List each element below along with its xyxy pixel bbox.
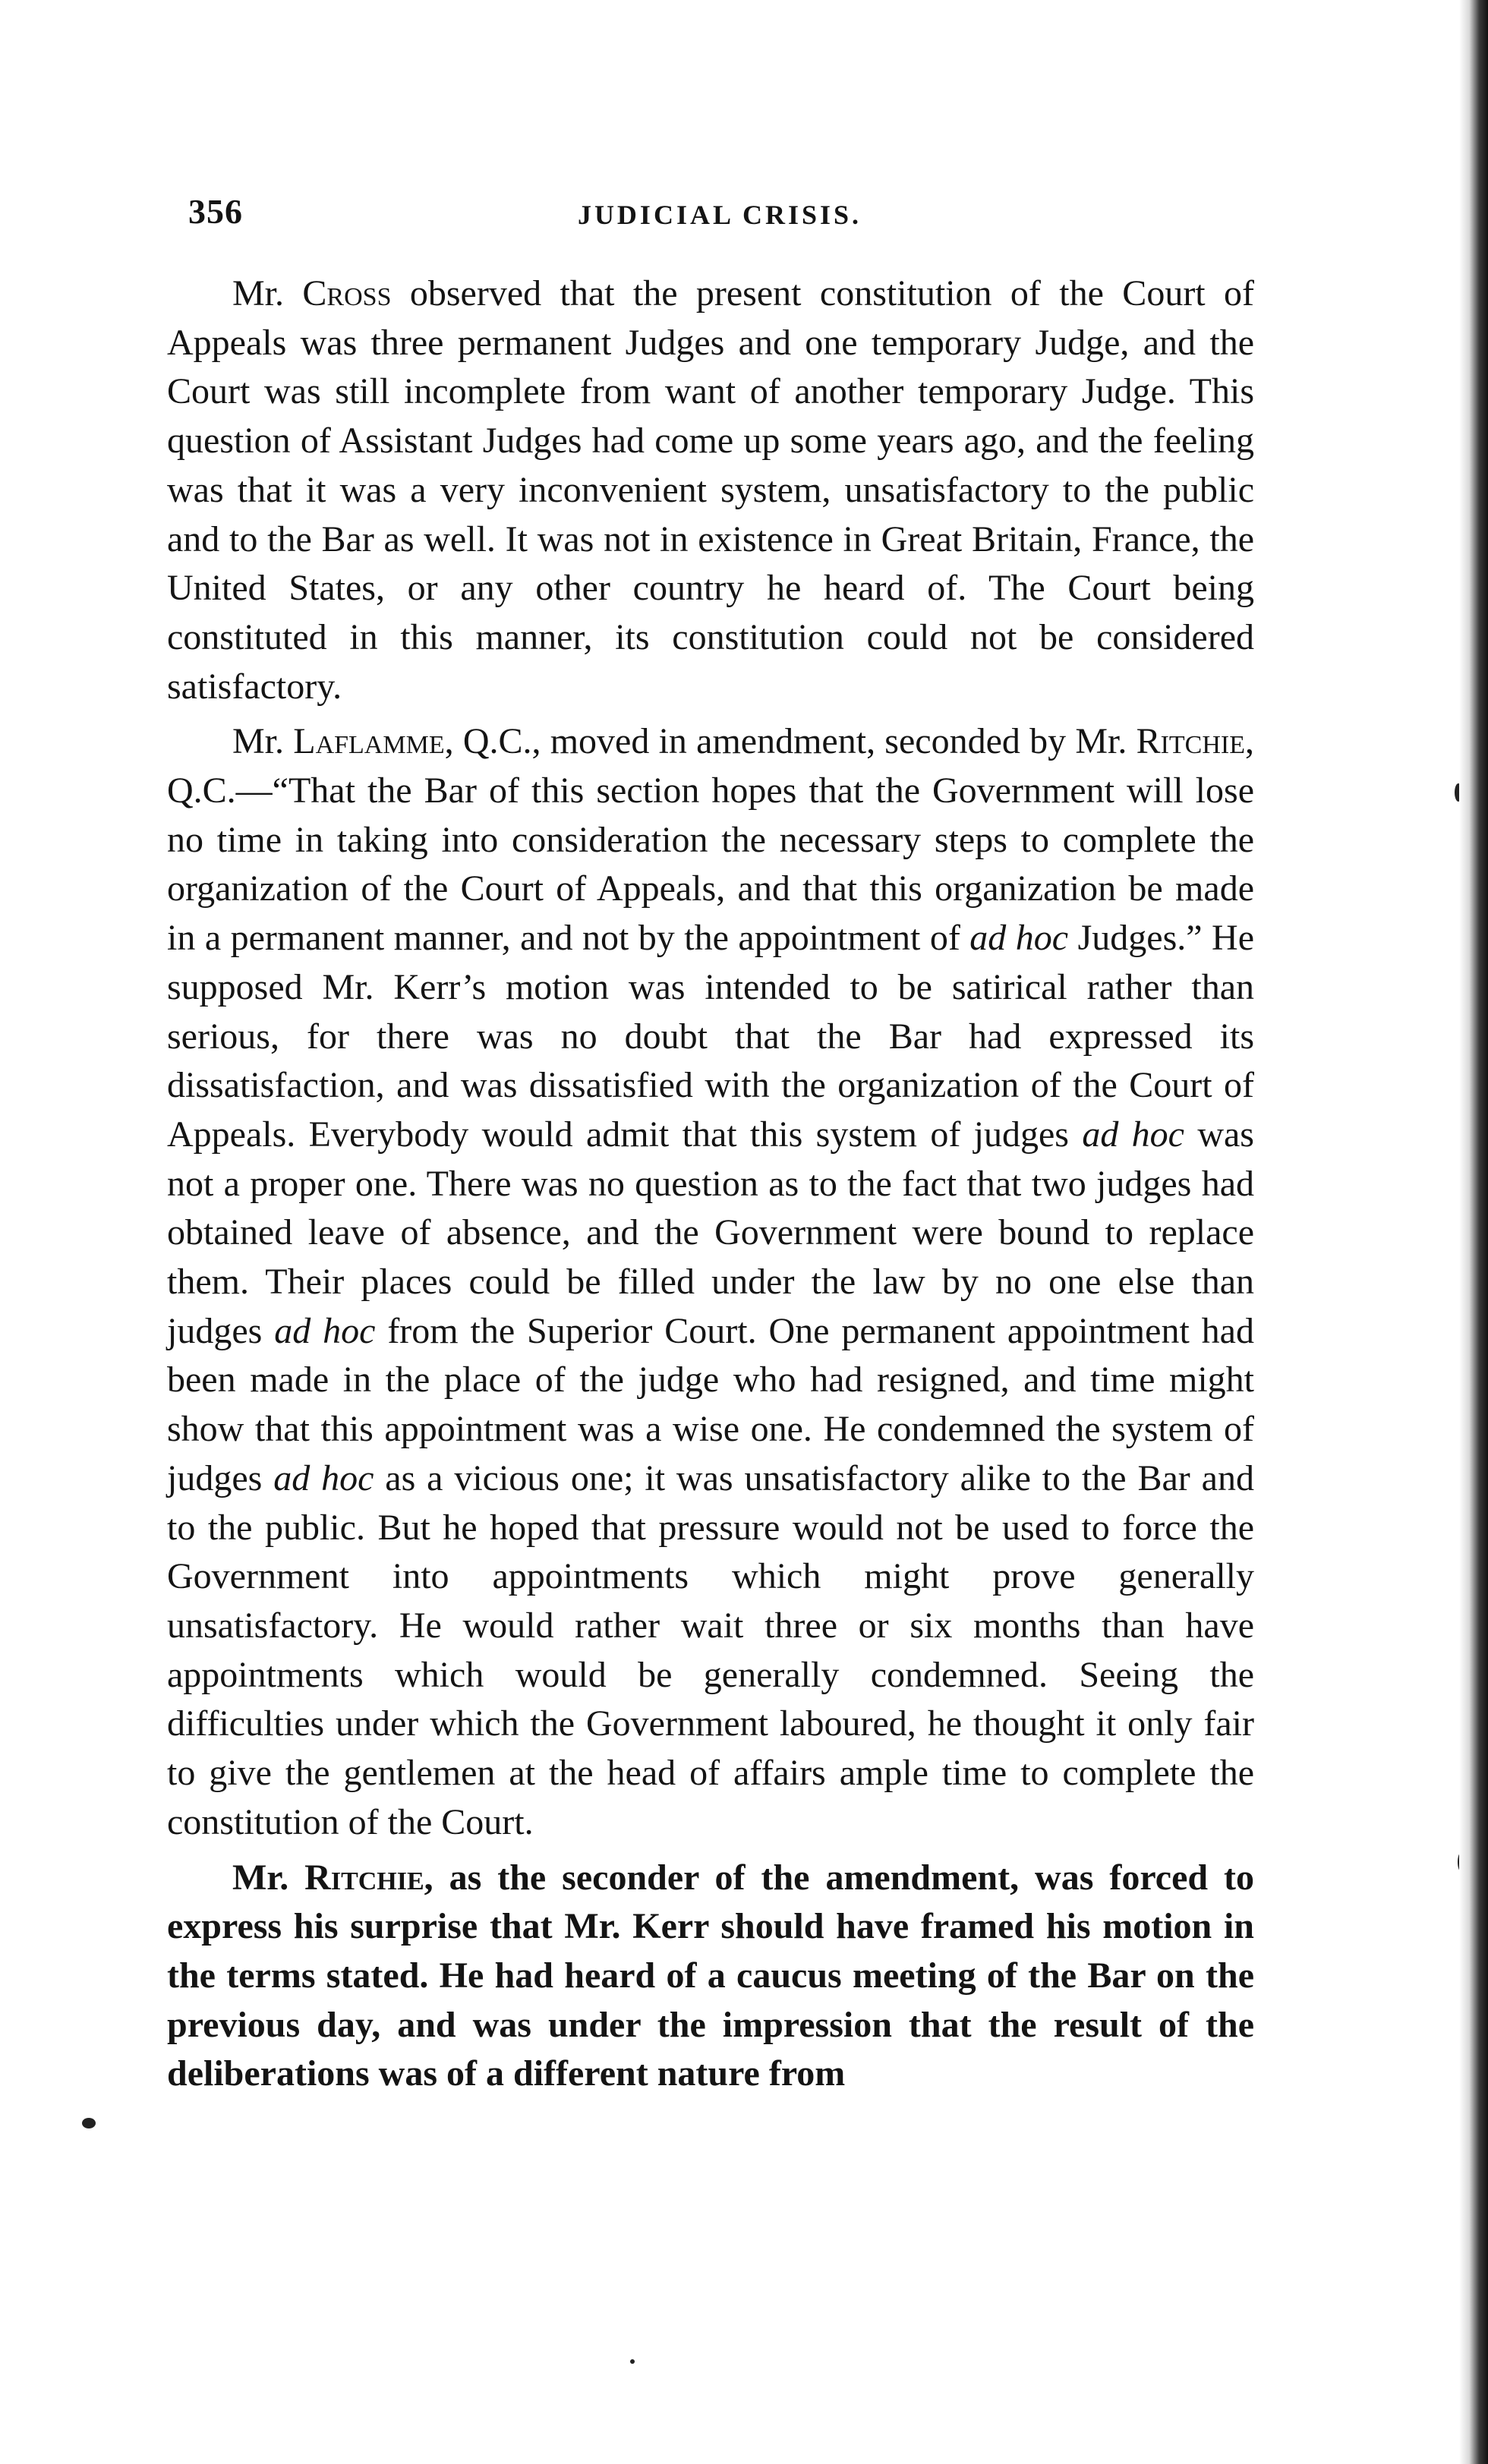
speaker-name-ritchie: Ritchie — [304, 1857, 424, 1898]
margin-speck — [630, 2359, 635, 2364]
latin-phrase: ad hoc — [1082, 1114, 1184, 1155]
paragraph-cross — [167, 269, 1254, 711]
page-number: 356 — [188, 192, 243, 231]
latin-phrase: ad hoc — [273, 1457, 374, 1498]
margin-speck — [82, 2118, 96, 2128]
paragraph-text: observed that the present constitution of the Court of Appeals was three permanent Judges and one temporary Judge, and the Court was still incomplete from want of another temporary Judge. This question of Assistant Judges had come up some years ago, and the feeling was that it was a very inconvenient system, unsatisfactory to the public and to the Bar as well. It was not in existence in Great Britain, France, the United States, or any other country he heard of. The Court being constituted in this manner, its constitution could not be considered satisfactory. — [167, 273, 1255, 707]
latin-phrase: ad hoc — [274, 1310, 376, 1351]
speaker-title: Mr. — [232, 721, 294, 762]
paragraph-text: was not a proper one. There was no question as to the fact that two judges had obtained leave of absence, and the Government were bound to replace them. Their places could be filled under the law by no one else than judges — [167, 1114, 1254, 1351]
paragraph-text: Judges.” He supposed Mr. Kerr’s motion was intended to be satirical rather than serious, for there was no doubt that the Bar had expressed its dissatisfaction, and was dissatisfied with the organization of the Court of Appeals. Everybody would admit that this system of judges — [167, 918, 1255, 1155]
speaker-name-laflamme: Laflamme — [293, 721, 445, 762]
paragraph-laflamme — [167, 717, 1254, 1847]
seconder-name-ritchie: Ritchie — [1136, 721, 1246, 762]
running-title: JUDICIAL CRISIS. — [577, 200, 862, 230]
speaker-title: Mr. — [232, 273, 303, 314]
body-text — [167, 269, 1254, 2099]
paragraph-text: as a vicious one; it was unsatisfactory alike to the Bar and to the public. But he hoped that pressure would not be used to force the Government into appointments which might prove generally unsatisfactory. He would rather wait three or six months than have appointments which would be generally condemned. Seeing the difficulties under which the Government laboured, he thought it only fair to give the gentlemen at the head of affairs ample time to complete the constitution of the Court. — [167, 1457, 1254, 1842]
speaker-title: Mr. — [232, 1857, 305, 1898]
paragraph-text: , Q.C.—“That the Bar of this section hopes that the Government will lose no time in taking into consideration the necessary steps to complete the organization of the Court of Appeals, and that this organization be made in a permanent manner, and not by the appointment of — [167, 721, 1255, 959]
paragraph-ritchie — [167, 1854, 1254, 2100]
latin-phrase: ad hoc — [969, 918, 1069, 959]
speaker-name-cross: Cross — [302, 273, 392, 314]
paragraph-text: , as the seconder of the amendment, was forced to express his surprise that Mr. Kerr should have framed his motion in the terms stated. He had heard of a caucus meeting of the Bar on the previous day, and was under the impression that the result of the deliberations was of a different nature from — [167, 1857, 1255, 2094]
paragraph-text: , Q.C., moved in amendment, seconded by Mr. — [444, 721, 1136, 762]
binding-edge — [1459, 0, 1488, 2464]
paragraph-text: from the Superior Court. One permanent appointment had been made in the place of the judge who had resigned, and time might show that this appointment was a wise one. He condemned the system of judges — [167, 1310, 1254, 1498]
page-header — [188, 191, 1251, 237]
